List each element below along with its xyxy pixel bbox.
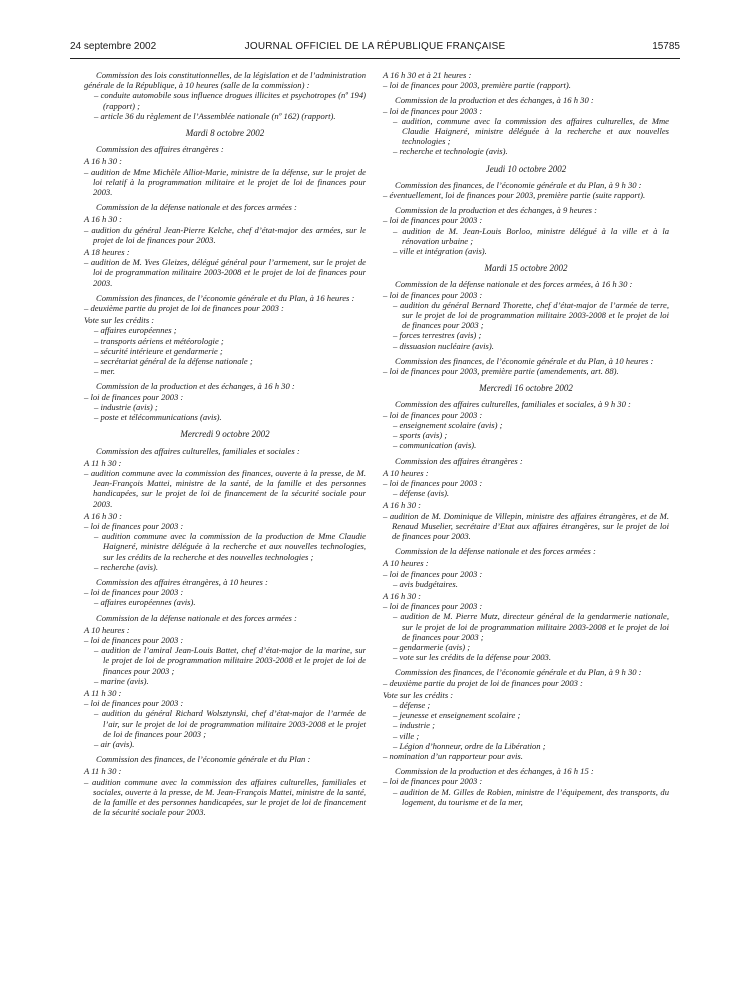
committee-heading: Commission des affaires étrangères : [395, 455, 523, 466]
session-time: A 18 heures : [84, 247, 130, 258]
agenda-item: – loi de finances pour 2003 : [84, 391, 184, 402]
session-time: Vote sur les crédits : [383, 689, 454, 700]
committee-heading: Commission des finances, de l’économie générale et du Plan : [96, 754, 311, 765]
day-heading: Mardi 8 octobre 2002 [185, 128, 265, 139]
agenda-subitem: – secrétariat général de la défense nationale ; [94, 356, 253, 367]
agenda-item: – loi de finances pour 2003 : [383, 105, 483, 116]
agenda-item: – deuxième partie du projet de loi de finances pour 2003 : [383, 677, 583, 688]
committee-heading: Commission de la production et des échanges, à 9 heures : [395, 205, 598, 216]
agenda-item: – loi de finances pour 2003 : [383, 289, 483, 300]
agenda-subitem: – affaires européennes ; [94, 325, 177, 336]
header-title: JOURNAL OFFICIEL DE LA RÉPUBLIQUE FRANÇAISE [244, 41, 506, 52]
header-date: 24 septembre 2002 [70, 41, 157, 52]
agenda-subitem: – transports aériens et météorologie ; [94, 335, 224, 346]
committee-heading: Commission de la production et des échanges, à 16 h 15 : [395, 766, 594, 777]
agenda-item: – audition du général Jean-Pierre Kelche, chef d’état-major des armées, sur le projet de loi de finances pour 2003. [84, 224, 366, 245]
agenda-item: – loi de finances pour 2003 : [84, 587, 184, 598]
agenda-item: – loi de finances pour 2003 : [84, 634, 184, 645]
agenda-subitem: – dissuasion nucléaire (avis). [393, 340, 494, 351]
agenda-subitem: – gendarmerie (avis) ; [393, 641, 471, 652]
committee-heading: Commission des affaires culturelles, familiales et sociales : [96, 445, 300, 456]
agenda-item: – loi de finances pour 2003 : [383, 477, 483, 488]
session-time: A 11 h 30 : [84, 766, 122, 777]
agenda-item: – éventuellement, loi de finances pour 2003, première partie (suite rapport). [383, 190, 646, 201]
header-rule [70, 58, 680, 59]
committee-heading: Commission des affaires étrangères, à 10 heures : [96, 576, 268, 587]
agenda-subitem: – avis budgétaires. [393, 578, 458, 589]
agenda-item: – loi de finances pour 2003 : [84, 520, 184, 531]
agenda-subitem: – ville et intégration (avis). [393, 246, 487, 257]
committee-heading: Commission des finances, de l’économie générale et du Plan, à 9 h 30 : [395, 667, 642, 678]
committee-heading: Commission des finances, de l’économie générale et du Plan, à 9 h 30 : [395, 179, 642, 190]
session-time: A 16 h 30 : [84, 156, 123, 167]
agenda-subitem: – communication (avis). [393, 440, 477, 451]
session-time: A 16 h 30 : [84, 510, 123, 521]
agenda-item: – audition commune avec la commission des affaires culturelles, familiales et sociales, ouverte à la presse, de M. Jean-François Mattei, ministre de la santé, de la famille et des personnes handicapées, sur le projet de loi de financement de la sécurité sociale pour 2003. [84, 776, 366, 818]
agenda-item: – loi de finances pour 2003 : [383, 601, 483, 612]
session-time: A 10 heures : [383, 558, 429, 569]
agenda-subitem: – poste et télécommunications (avis). [94, 412, 222, 423]
agenda-item: – loi de finances pour 2003, première partie (rapport). [383, 80, 571, 91]
left-column [84, 70, 366, 817]
committee-heading: Commission de la défense nationale et des forces armées : [96, 202, 297, 213]
agenda-subitem: – Légion d’honneur, ordre de la Libération ; [393, 740, 546, 751]
agenda-item: – loi de finances pour 2003 : [383, 776, 483, 787]
agenda-subitem: – audition du général Richard Wolsztynski, chef d’état-major de l’armée de l’air, sur le projet de loi de programmation militaire 2003-2008 et le projet de loi de finances pour 2003 ; [94, 708, 366, 739]
committee-heading: Commission des affaires étrangères : [96, 144, 224, 155]
committee-heading: Commission des finances, de l’économie générale et du Plan, à 10 heures : [395, 355, 654, 366]
agenda-subitem: – audition de M. Pierre Mutz, directeur général de la gendarmerie nationale, sur le projet de loi de programmation militaire 2003-2008 et le projet de loi de finances pour 2003 ; [393, 611, 669, 642]
agenda-subitem: – enseignement scolaire (avis) ; [393, 419, 503, 430]
agenda-subitem: – ville ; [393, 730, 420, 741]
agenda-item: – audition de M. Yves Gleizes, délégué général pour l’armement, sur le projet de loi de programmation militaire 2003-2008 et le projet de loi de finances pour 2003. [84, 257, 366, 288]
agenda-subitem: – recherche (avis). [94, 561, 159, 572]
agenda-subitem: – jeunesse et enseignement scolaire ; [393, 710, 521, 721]
committee-heading: Commission des finances, de l’économie générale et du Plan, à 16 heures : [96, 292, 355, 303]
agenda-subitem: – vote sur les crédits de la défense pour 2003. [393, 652, 552, 663]
agenda-subitem: – défense ; [393, 699, 431, 710]
agenda-subitem: – forces terrestres (avis) ; [393, 330, 482, 341]
agenda-item: – audition commune avec la commission des finances, ouverte à la presse, de M. Jean-François Mattei, ministre de la santé, de la famille et des personnes handicapées, sur le projet de loi de financement de la sécurité sociale pour 2003. [84, 467, 366, 509]
agenda-item: – deuxième partie du projet de loi de finances pour 2003 : [84, 303, 284, 314]
agenda-item: – loi de finances pour 2003 : [383, 409, 483, 420]
agenda-item: – loi de finances pour 2003 : [383, 568, 483, 579]
committee-heading: Commission de la production et des échanges, à 16 h 30 : [96, 381, 295, 392]
agenda-subitem: – affaires européennes (avis). [94, 597, 196, 608]
session-time: Vote sur les crédits : [84, 315, 155, 326]
session-time: A 16 h 30 : [84, 214, 123, 225]
agenda-subitem: – industrie (avis) ; [94, 401, 158, 412]
committee-heading: Commission de la défense nationale et des forces armées, à 16 h 30 : [395, 279, 633, 290]
committee-heading: Commission des affaires culturelles, familiales et sociales, à 9 h 30 : [395, 399, 631, 410]
agenda-subitem: – mer. [94, 366, 116, 377]
agenda-item: – loi de finances pour 2003 : [84, 698, 184, 709]
agenda-subitem: – marine (avis). [94, 675, 149, 686]
committee-heading: Commission de la défense nationale et des forces armées : [96, 612, 297, 623]
right-column [383, 70, 669, 807]
agenda-subitem: – audition, commune avec la commission des affaires culturelles, de Mme Claudie Haigneré, ministre déléguée à la recherche et aux nouvelles technologies ; [393, 115, 669, 147]
session-time: A 11 h 30 : [84, 687, 122, 698]
session-time: A 10 heures : [383, 467, 429, 478]
agenda-item: – loi de finances pour 2003 : [383, 215, 483, 226]
agenda-subitem: – sécurité intérieure et gendarmerie ; [94, 345, 223, 356]
session-time: A 16 h 30 : [383, 500, 422, 511]
day-heading: Jeudi 10 octobre 2002 [485, 163, 567, 174]
day-heading: Mercredi 9 octobre 2002 [180, 429, 270, 440]
agenda-subitem: – industrie ; [393, 720, 436, 731]
committee-heading: Commission de la défense nationale et des forces armées : [395, 546, 596, 557]
agenda-subitem: – conduite automobile sous influence drogues illicites et psychotropes (nº 194) (rapport) ; [94, 90, 366, 111]
page-header [70, 41, 680, 55]
agenda-item: – audition de M. Dominique de Villepin, ministre des affaires étrangères, et de M. Renaud Muselier, secrétaire d’Etat aux affaires étrangères, sur le projet de loi de finances pour 2003. [383, 510, 669, 541]
agenda-subitem: – air (avis). [94, 738, 135, 749]
session-time: A 10 heures : [84, 624, 130, 635]
agenda-item: – loi de finances pour 2003, première partie (amendements, art. 88). [383, 366, 619, 377]
header-page-number: 15785 [652, 41, 680, 52]
committee-heading: Commission de la production et des échanges, à 16 h 30 : [395, 95, 594, 106]
agenda-subitem: – sports (avis) ; [393, 430, 448, 441]
agenda-subitem: – recherche et technologie (avis). [393, 146, 508, 157]
session-time: A 11 h 30 : [84, 457, 122, 468]
agenda-item: – audition de Mme Michèle Alliot-Marie, ministre de la défense, sur le projet de loi relatif à la programmation militaire et le projet de loi de finances pour 2003. [84, 166, 366, 198]
agenda-subitem: – audition de M. Jean-Louis Borloo, ministre délégué à la ville et à la rénovation urbaine ; [393, 225, 669, 246]
agenda-subitem: – audition commune avec la commission de la production de Mme Claudie Haigneré, ministre déléguée à la recherche et aux nouvelles technologies, sur les crédits de la recherche et des nouvelles technologies ; [94, 531, 366, 562]
agenda-subitem: – audition de l’amiral Jean-Louis Battet, chef d’état-major de la marine, sur le projet de loi de programmation militaire 2003-2008 et le projet de loi de finances pour 2003 ; [94, 645, 366, 676]
agenda-subitem: – audition du général Bernard Thorette, chef d’état-major de l’armée de terre, sur le projet de loi de programmation militaire 2003-2008 et le projet de loi de finances pour 2003 ; [393, 299, 669, 331]
agenda-subitem: – article 36 du règlement de l’Assemblée nationale (nº 162) (rapport). [94, 110, 336, 121]
committee-heading: Commission des lois constitutionnelles, de la législation et de l’administration générale de la République, à 10 heures (salle de la commission) : [84, 70, 366, 91]
agenda-subitem: – défense (avis). [393, 488, 450, 499]
session-time: A 16 h 30 et à 21 heures : [383, 70, 472, 80]
session-time: A 16 h 30 : [383, 590, 422, 601]
day-heading: Mercredi 16 octobre 2002 [479, 383, 573, 394]
agenda-subitem: – audition de M. Gilles de Robien, ministre de l’équipement, des transports, du logement, du tourisme et de la mer, [393, 786, 669, 807]
day-heading: Mardi 15 octobre 2002 [484, 263, 568, 274]
agenda-item: – nomination d’un rapporteur pour avis. [383, 750, 523, 761]
